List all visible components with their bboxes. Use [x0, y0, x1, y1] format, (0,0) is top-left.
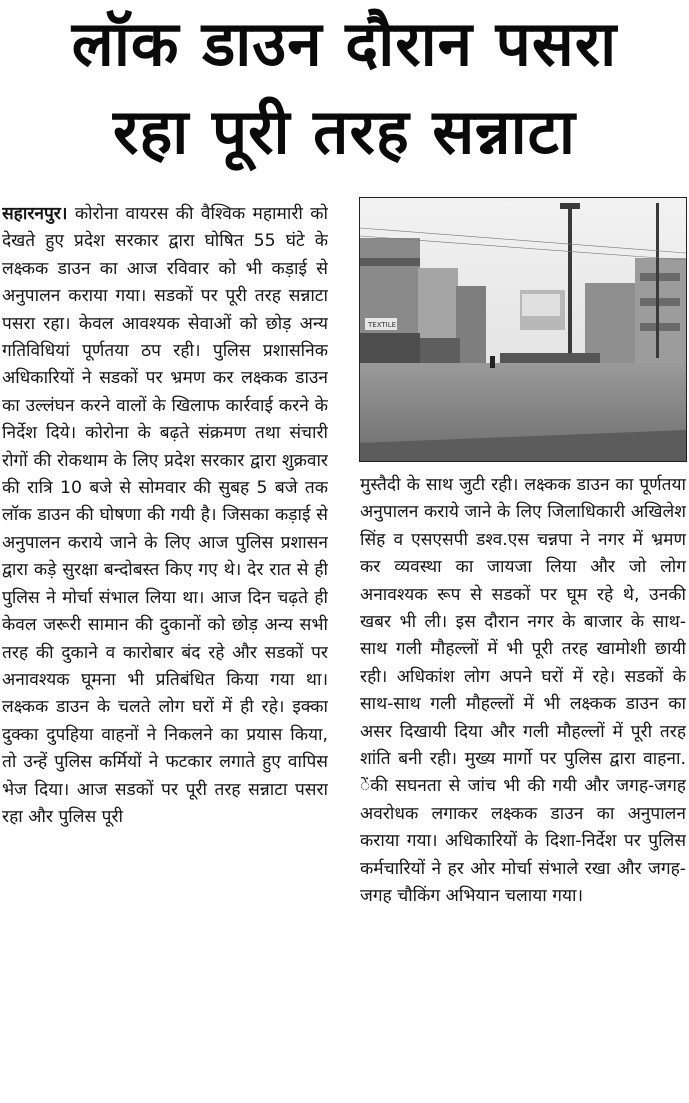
headline — [0, 0, 689, 186]
street-photo-image — [360, 198, 686, 461]
street-photo — [359, 197, 687, 462]
headline-line-2: रहा पूरी तरह सन्नाटा — [113, 95, 576, 168]
article-column-left — [2, 201, 328, 1097]
dateline: सहारनपुर। — [2, 204, 68, 224]
article-column-right: मुस्तैदी के साथ जुटी रही। लक्ष्कक डाउन का पूर्णतया अनुपालन कराये जाने के लिए जिलाधिकारी अखिलेश सिंह व एसएसपी डश्व.एस चन्नपा ने नगर में भ्रमण कर व्यवस्था का जायजा लिया और जो लोग अनावश्यक रूप से सडकों पर घूम रहे थे, उनकी खबर भी ली। इस दौरान नगर के बाजार के साथ-साथ गली मौहल्लों में भी पूरी तरह खामोशी छायी रही। अधिकांश लोग अपने घरों में रहे। सडकों के साथ-साथ गली मौहल्लों में भी लक्ष्कक डाउन का असर दिखायी दिया और गली मौहल्लों में पूरी तरह शांति बनी रही। मुख्य मार्गो पर पुलिस द्वारा वाहना. ेंकी सघनता से जांच भी की गयी और जगह-जगह अवरोधक लगाकर लक्ष्कक डाउन का अनुपालन कराया गया। अधिकारियों के दिशा-निर्देश पर पुलिस कर्मचारियों ने हर ओर मोर्चा संभाले रखा और जगह-जगह चौकिंग अभियान चलाया गया। — [360, 475, 686, 907]
shop-sign: TEXTILE — [368, 321, 397, 329]
article-text-left: कोरोना वायरस की वैश्विक महामारी को देखते हुए प्रदेश सरकार द्वारा घोषित 55 घंटे के लक्ष्कक डाउन का आज रविवार को भी कड़ाई से अनुपालन कराया गया। सडकों पर पूरी तरह सन्नाटा पसरा रहा। केवल आवश्यक सेवाओं को छोड़ अन्य गतिविधियां पूर्णतया ठप रही। पुलिस प्रशासनिक अधिकारियों ने सडकों पर भ्रमण कर लक्ष्कक डाउन का उल्लंघन करने वालों के खिलाफ कार्रवाई करने के निर्देश दिये। कोरोना के बढ़ते संक्रमण तथा संचारी रोगों की रोकथाम के लिए प्रदेश सरकार द्वारा शुक्रवार की रात्रि 10 बजे से सोमवार की सुबह 5 बजे तक लॉक डाउन की घोषणा की गयी है। जिसका कड़ाई से अनुपालन कराये जाने के लिए आज पुलिस प्रशासन द्वारा कड़े सुरक्षा बन्दोबस्त किए गए थे। देर रात से ही पुलिस ने मोर्चा संभाल लिया था। आज दिन चढ़ते ही केवल जरूरी सामान की दुकानों को छोड़ अन्य सभी तरह की दुकाने व कारोबार बंद रहे और सडकों पर अनावश्यक घूमना भी प्रतिबंधित किया गया था। लक्ष्कक डाउन के चलते लोग घरों में ही रहे। इक्का दुक्का दुपहिया वाहनों ने निकलने का प्रयास किया, तो उन्हें पुलिस कर्मियों ने फटकार लगाते हुए वापिस भेज दिया। आज सडकों पर पूरी तरह सन्नाटा पसरा रहा और पुलिस पूरी — [2, 204, 328, 827]
headline-line-1: लॉक डाउन दौरान पसरा — [71, 7, 618, 80]
